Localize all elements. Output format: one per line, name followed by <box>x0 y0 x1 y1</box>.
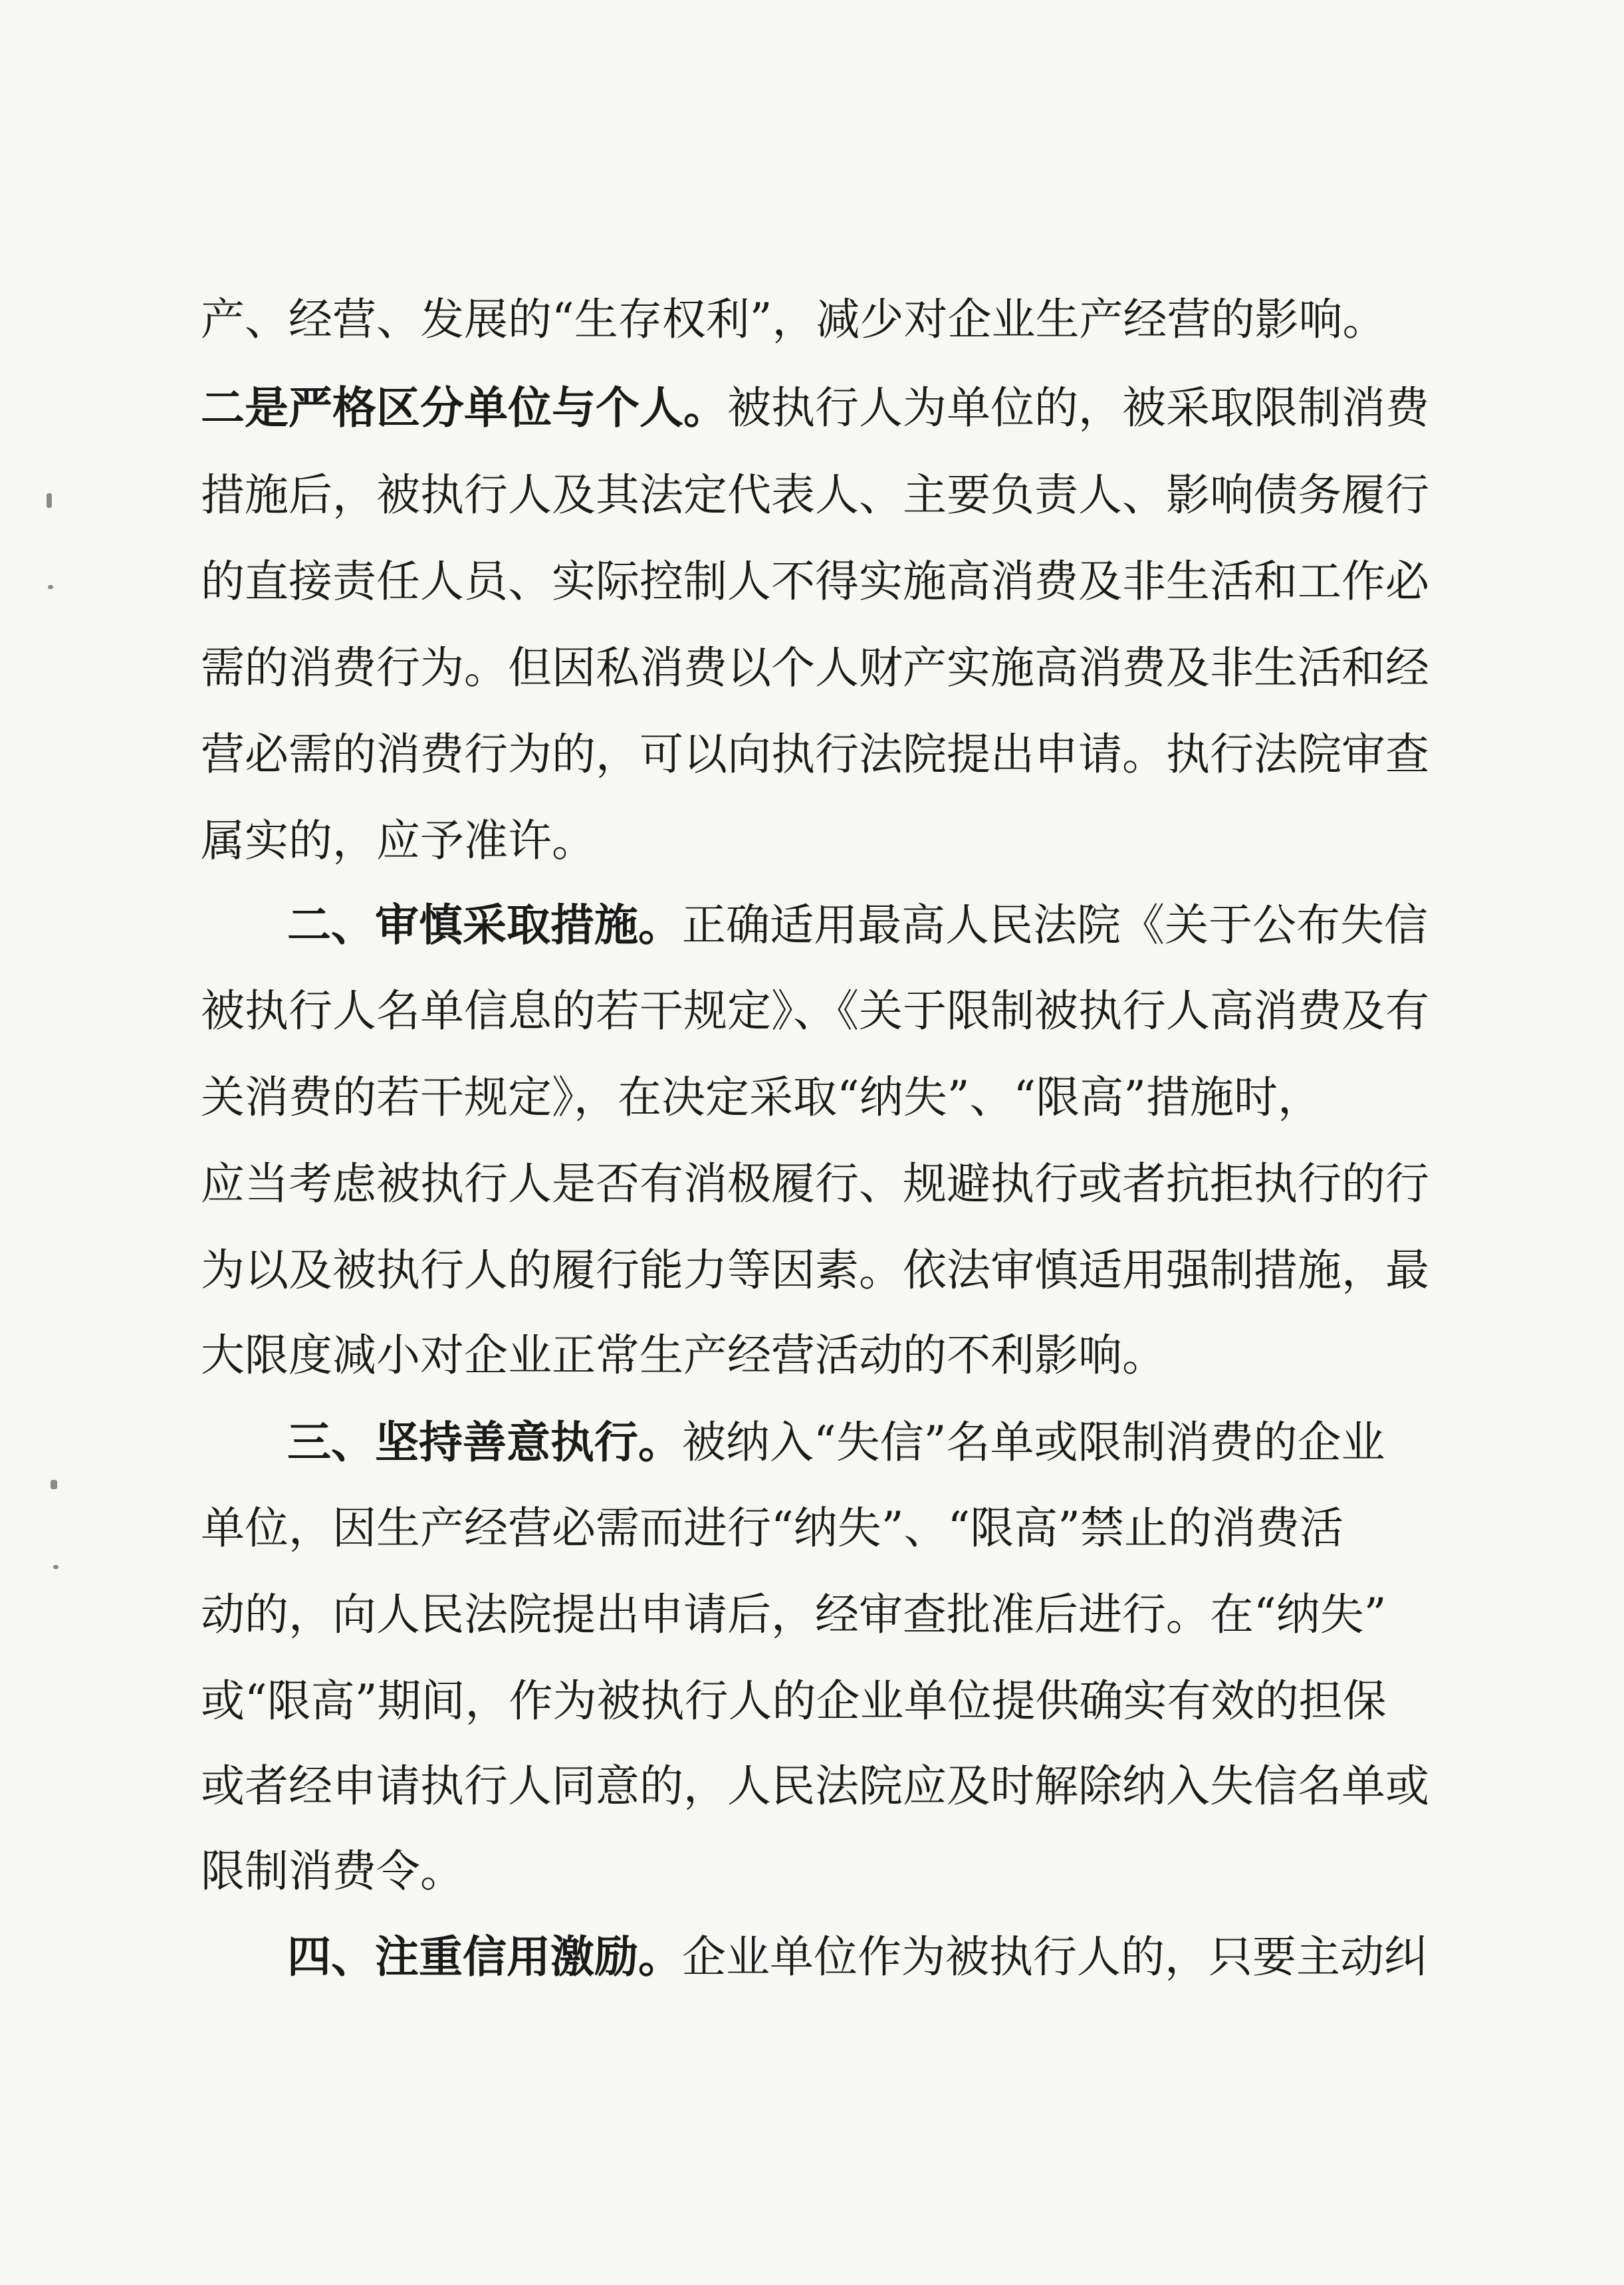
scan-speck <box>47 493 52 508</box>
emphasis-text: 二是严格区分单位与个人。 <box>201 382 727 433</box>
scan-speck <box>53 1565 58 1569</box>
body-line: 为以及被执行人的履行能力等因素。依法审慎适用强制措施，最 <box>201 1245 1429 1296</box>
body-line: 应当考虑被执行人是否有消极履行、规避执行或者抗拒执行的行 <box>201 1158 1429 1209</box>
section-heading: 三、坚持善意执行。 <box>287 1416 682 1468</box>
body-line: 二是严格区分单位与个人。被执行人为单位的，被采取限制消费 <box>201 382 1429 433</box>
section-first-line: 四、注重信用激励。企业单位作为被执行人的，只要主动纠 <box>287 1931 1428 1983</box>
body-line: 或“限高”期间，作为被执行人的企业单位提供确实有效的担保 <box>201 1675 1387 1727</box>
body-line: 的直接责任人员、实际控制人不得实施高消费及非生活和工作必 <box>201 556 1429 607</box>
body-line: 产、经营、发展的“生存权利”，减少对企业生产经营的影响。 <box>201 294 1387 345</box>
section-first-line: 三、坚持善意执行。被纳入“失信”名单或限制消费的企业 <box>287 1416 1385 1468</box>
scan-speck <box>51 1480 57 1489</box>
section-heading: 四、注重信用激励。 <box>287 1931 682 1983</box>
body-line: 属实的，应予准许。 <box>201 815 596 866</box>
body-line: 需的消费行为。但因私消费以个人财产实施高消费及非生活和经 <box>201 642 1429 693</box>
body-line: 营必需的消费行为的，可以向执行法院提出申请。执行法院审查 <box>201 729 1429 780</box>
body-line: 关消费的若干规定》，在决定采取“纳失”、“限高”措施时， <box>201 1072 1322 1123</box>
body-line: 或者经申请执行人同意的，人民法院应及时解除纳入失信名单或 <box>201 1760 1429 1812</box>
section-heading: 二、审慎采取措施。 <box>287 899 682 951</box>
scan-speck <box>48 585 53 589</box>
body-line: 限制消费令。 <box>201 1846 464 1897</box>
body-line: 单位，因生产经营必需而进行“纳失”、“限高”禁止的消费活 <box>201 1503 1343 1554</box>
body-line: 被执行人名单信息的若干规定》、《关于限制被执行人高消费及有 <box>201 985 1429 1036</box>
body-line: 措施后，被执行人及其法定代表人、主要负责人、影响债务履行 <box>201 469 1429 521</box>
body-line: 大限度减小对企业正常生产经营活动的不利影响。 <box>201 1330 1166 1381</box>
body-line: 动的，向人民法院提出申请后，经审查批准后进行。在“纳失” <box>201 1589 1387 1640</box>
section-first-line: 二、审慎采取措施。正确适用最高人民法院《关于公布失信 <box>287 899 1428 951</box>
